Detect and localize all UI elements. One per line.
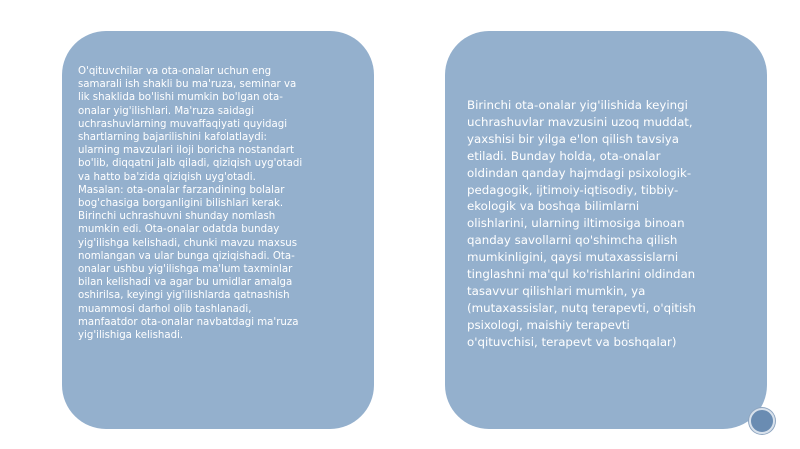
left-text-box	[62, 31, 374, 429]
right-box-text: Birinchi ota-onalar yig'ilishida keyingi uchrashuvlar mavzusini uzoq muddat, yaxshisi bir yilga e'lon qilish tavsiya etiladi. Bunday holda, ota-onalar oldindan qanday hajmdagi psixologik- pedagogik, ijtimoiy-iqtisodiy, tibbiy- ekologik va boshqa bilimlarni olishlarini, ularning iltimosiga binoan qanday savollarni qo'shimcha qilish mumkinligini, qaysi mutaxassislarni tinglashni ma'qul ko'rishlarini oldindan tasavvur qilishlari mumkin, ya (mutaxassislar, nutq terapevti, o'qitish psixologi, maishiy terapevti o'qituvchisi, terapevt va boshqalar)	[467, 98, 696, 349]
circle-nav-icon[interactable]	[749, 408, 775, 434]
right-text-box	[445, 31, 767, 429]
left-box-text: O'qituvchilar va ota-onalar uchun eng samarali ish shakli bu ma'ruza, seminar va lik shaklida bo'lishi mumkin bo'lgan ota- onalar yig'ilishlari. Ma'ruza saidagi uchrashuvlarning muvaffaqiyati quyidagi shartlarning bajarilishini kafolatlaydi: ularning mavzulari iloji boricha nostandart bo'lib, diqqatni jalb qiladi, qiziqish uyg'otadi va hatto ba'zida qiziqish uyg'otadi. Masalan: ota-onalar farzandining bolalar bog'chasiga borganligini bilishlari kerak. Birinchi uchrashuvni shunday nomlash mumkin edi. Ota-onalar odatda bunday yig'ilishga kelishadi, chunki mavzu maxsus nomlangan va ular bunga qiziqishadi. Ota- onalar ushbu yig'ilishga ma'lum taxminlar bilan kelishadi va agar bu umidlar amalga oshirilsa, keyingi yig'ilishlarda qatnashish muammosi darhol olib tashlanadi, manfaatdor ota-onalar navbatdagi ma'ruza yig'ilishiga kelishadi.	[78, 66, 303, 342]
